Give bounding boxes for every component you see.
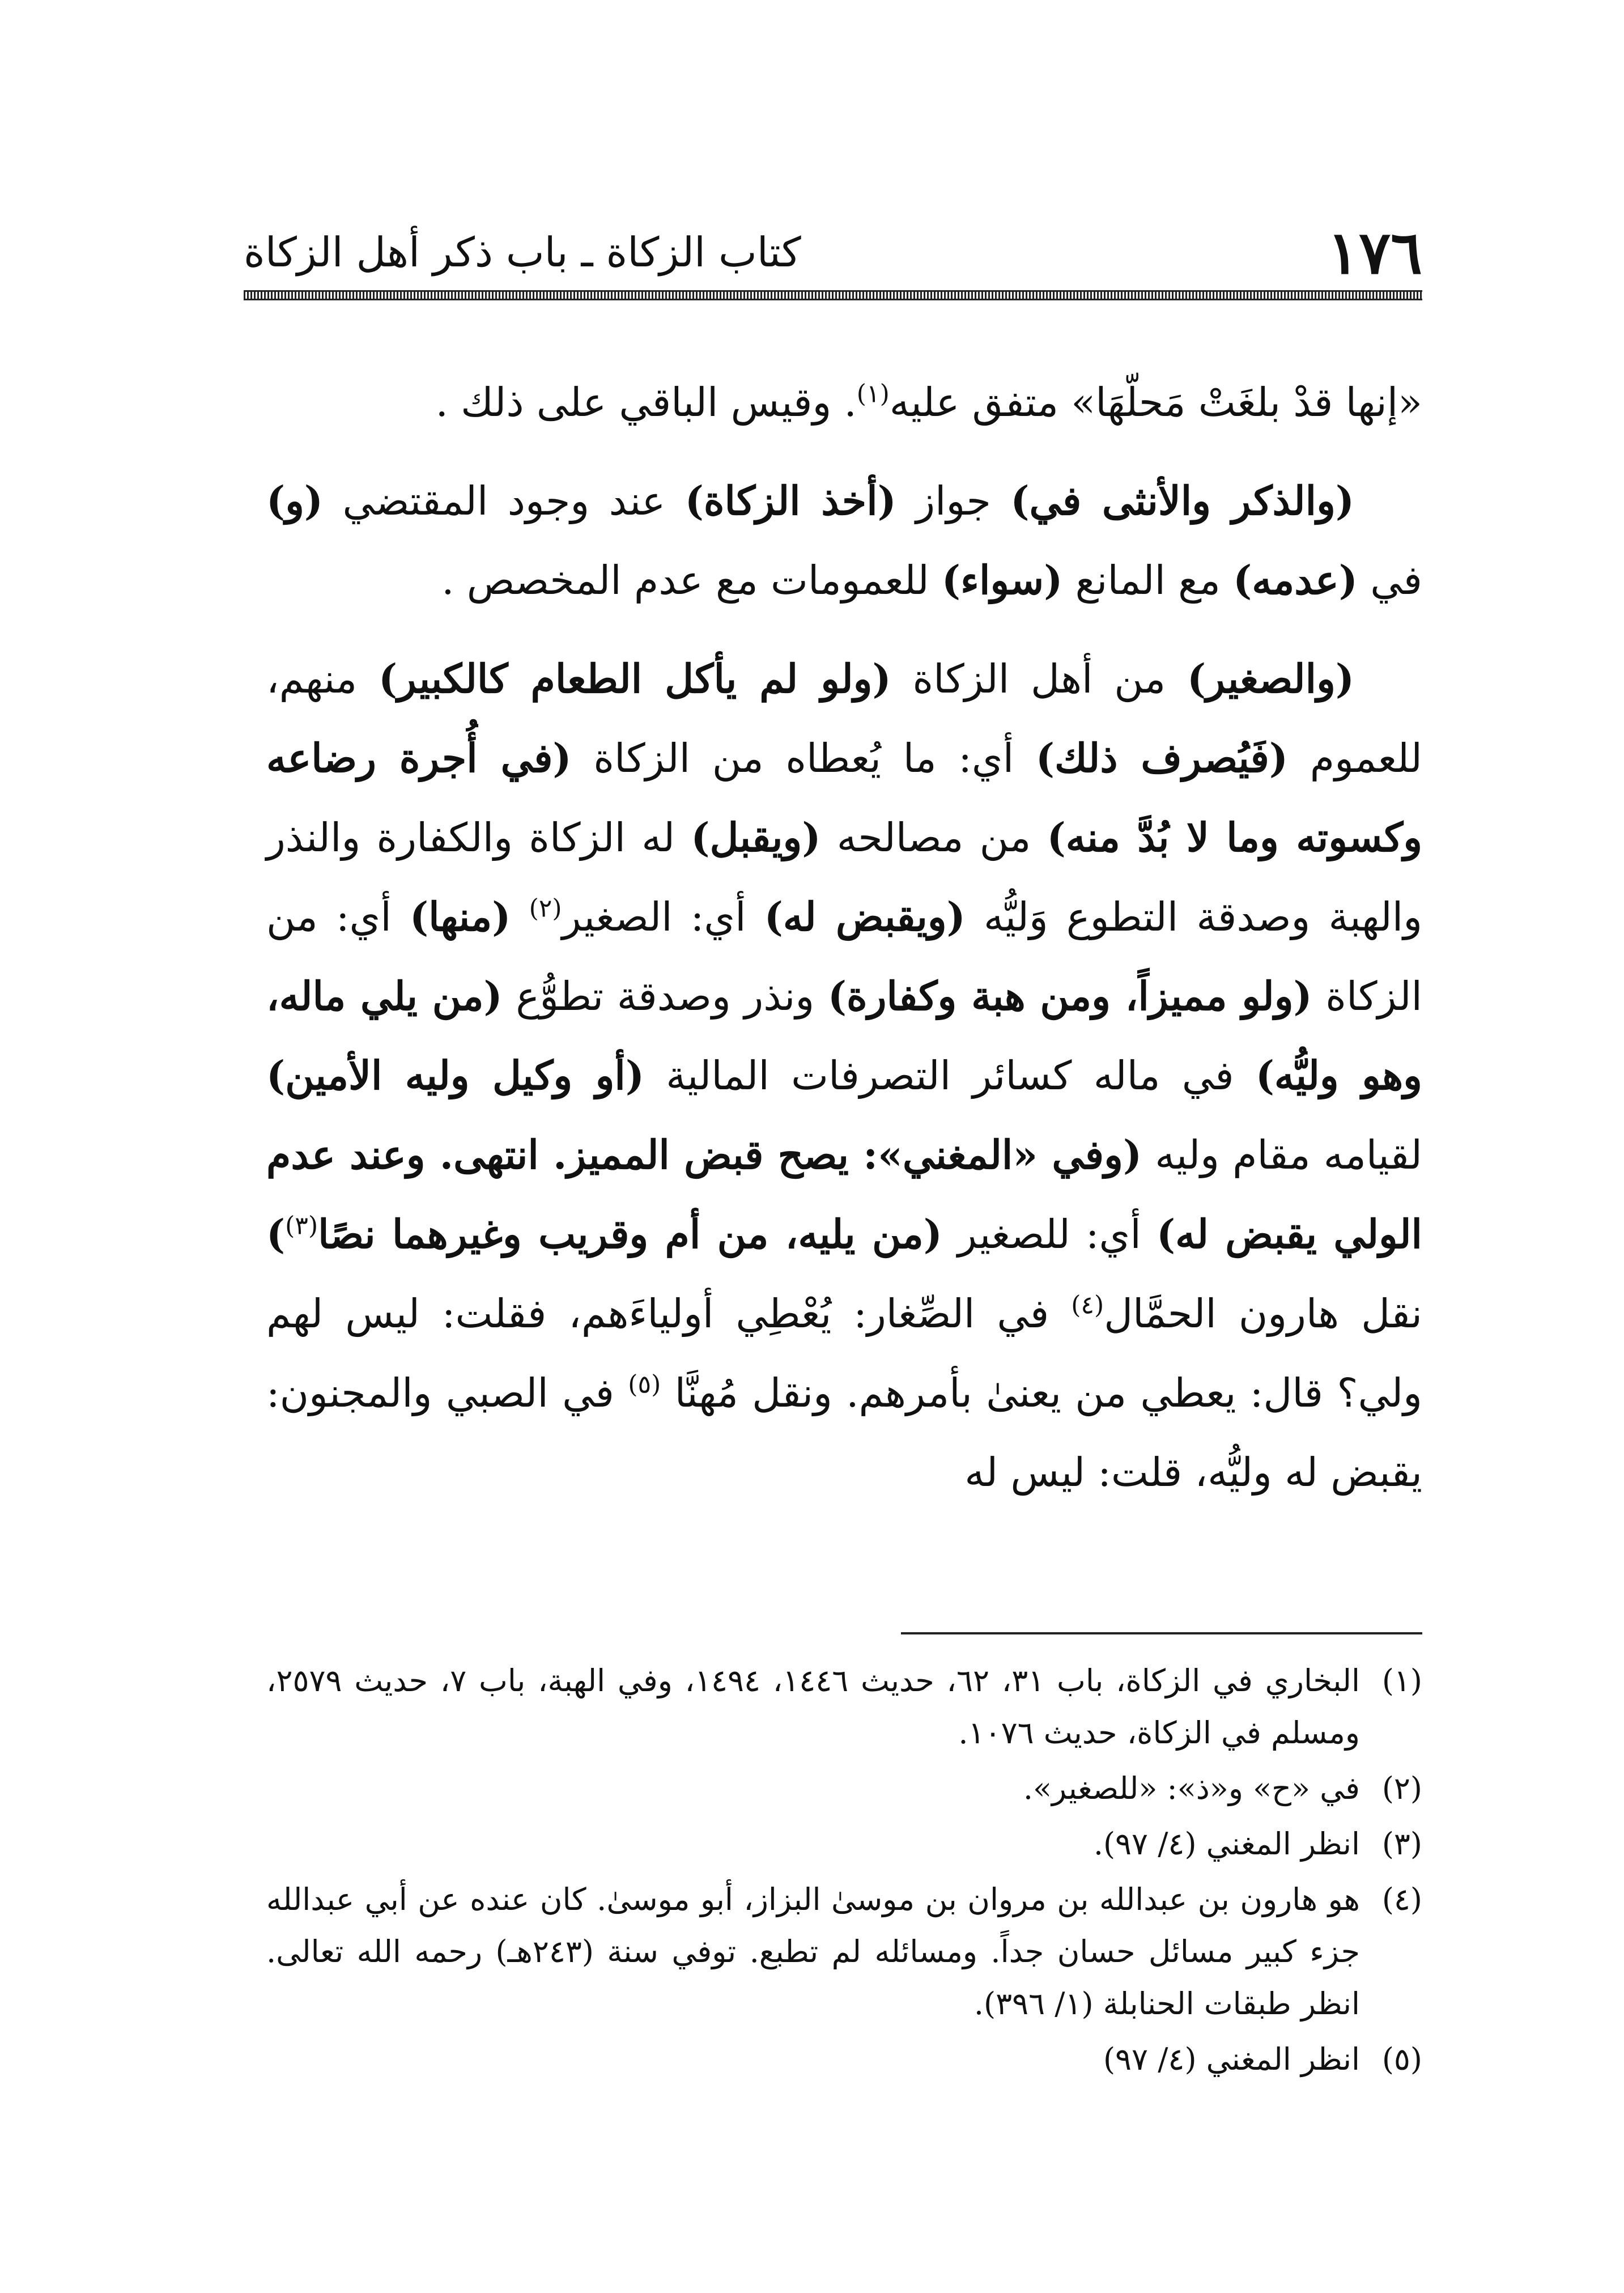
text: أي: من الزكاة [266,894,1422,1020]
header-rule [244,290,1422,300]
footnote-ref-4[interactable]: (٤) [1071,1290,1104,1320]
matn-text: (في أُجرة رضاعه وكسوته وما لا بُدَّ منه) [266,734,1422,861]
footnote-number: (٢) [1381,1770,1422,1806]
footnote-number: (٣) [1381,1826,1422,1862]
matn-text: (ويقبل) [691,814,821,861]
page-number: ١٧٦ [1327,217,1422,287]
page-header [244,217,1422,287]
footnote-text: انظر المغني (٤/ ٩٧) [1103,2041,1360,2077]
paragraph-2 [266,461,1422,620]
footnote-4 [266,1874,1422,2030]
footnote-text: البخاري في الزكاة، باب ٣١، ٦٢، حديث ١٤٤٦، ١٤٩٤، وفي الهبة، باب ٧، حديث ٢٥٧٩، ومسلم في الزكاة، حديث ١٠٧٦. [266,1663,1361,1751]
matn-text: (أو وكيل وليه الأمين) [266,1052,644,1099]
matn-text: (فَيُصرف ذلك) [1035,734,1288,782]
text: عند وجود المقتضي [323,478,685,524]
text: «إنها قدْ بلغَتْ مَحلّهَا» متفق عليه [889,379,1422,426]
matn-text: (أخذ الزكاة) [685,477,896,524]
footnotes [266,1655,1422,2089]
matn-text: (والصغير) [1187,655,1354,702]
footnote-ref-5[interactable]: (٥) [628,1370,661,1399]
paragraph-1 [266,363,1422,442]
paragraph-3 [266,639,1422,1512]
footnote-ref-2[interactable]: (٢) [529,894,562,923]
footnote-ref-3[interactable]: (٣) [285,1211,318,1241]
running-title: كتاب الزكاة ـ باب ذكر أهل الزكاة [244,228,801,276]
footnote-text: انظر المغني (٤/ ٩٧). [1093,1826,1360,1862]
main-text [266,363,1422,1531]
text: جواز [896,478,1011,524]
matn-text: (عدمه) [1233,557,1358,604]
matn-text: (والذكر والأنثى في) [1010,477,1354,524]
text: أي: ما يُعطاه من الزكاة [571,735,1036,782]
text: في [1357,557,1422,604]
footnote-separator [901,1632,1422,1634]
matn-text: ) [266,1211,286,1258]
text: له الزكاة والكفارة والنذر والهبة وصدقة التطوع وَليُّه [266,814,1422,940]
matn-text: (منها) [409,893,511,940]
footnote-3 [266,1818,1422,1870]
text: للعمومات مع عدم المخصص . [441,557,942,604]
text: منهم، للعموم [266,656,1422,782]
text [511,894,529,940]
matn-text: (من يليه، من أم وقريب وغيرهما نصًا [318,1211,942,1258]
footnote-number: (١) [1381,1663,1422,1698]
text: في ماله كسائر التصرفات المالية [644,1052,1256,1099]
footnote-1 [266,1655,1422,1759]
footnote-2 [266,1763,1422,1815]
text: من مصالحه [820,814,1047,861]
text: أي: للصغير [942,1211,1157,1258]
footnote-text: هو هارون بن عبدالله بن مروان بن موسىٰ البزاز، أبو موسىٰ. كان عنده عن أبي عبدالله جزء كبير مسائل حسان جداً. ومسائله لم تطبع. توفي سنة (٢٤٣هـ) رحمه الله تعالى. انظر طبقات الحنابلة (١/ ٣٩٦). [266,1882,1360,2022]
text: في الصبي والمجنون: يقبض له وليُّه، قلت: ليس له [266,1370,1422,1496]
matn-text: (وفي «المغني»: يصح قبض المميز. انتهى. وعند عدم الولي يقبض له) [266,1131,1422,1258]
text: أي: الصغير [562,894,764,940]
matn-text: (ولو مميزاً، ومن هبة وكفارة) [827,973,1312,1020]
matn-text: (ولو لم يأكل الطعام كالكبير) [378,655,891,702]
matn-text: (سواء) [941,557,1063,604]
matn-text: (ويقبض له) [764,893,966,940]
text: نقل هارون الحمَّال [1104,1290,1423,1337]
footnote-number: (٥) [1381,2041,1422,2077]
footnote-number: (٤) [1381,1882,1422,1917]
text: مع المانع [1062,557,1234,604]
footnote-text: في «ح» و«ذ»: «للصغير». [1023,1770,1360,1806]
text: ونذر وصدقة تطوُّع [502,973,828,1020]
matn-text: (و) [266,477,324,524]
text: . وقيس الباقي على ذلك . [435,379,857,426]
text: من أهل الزكاة [891,656,1187,702]
footnote-ref-1[interactable]: (١) [856,379,890,409]
text: لقيامه مقام وليه [1142,1132,1422,1178]
text: في الصِّغار: يُعْطِي أولياءَهم، فقلت: ليس لهم ولي؟ قال: يعطي من يعنىٰ بأمرهم. ونقل مُهنَّا [266,1290,1422,1416]
footnote-5 [266,2033,1422,2086]
matn-text: (من يلي ماله، وهو وليُّه) [266,973,1422,1099]
